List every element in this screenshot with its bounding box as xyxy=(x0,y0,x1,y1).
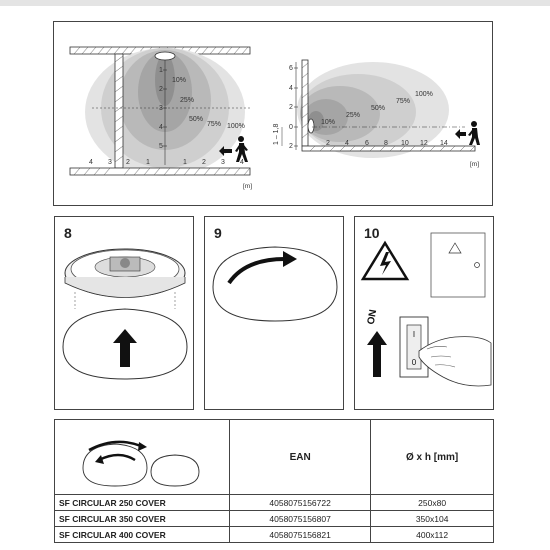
left-htick-2: 2 xyxy=(126,159,130,166)
product-dimensions: 250x80 xyxy=(371,495,494,511)
left-htick-1: 3 xyxy=(108,159,112,166)
table-row xyxy=(55,495,494,511)
right-vtick-6: 6 xyxy=(289,65,293,72)
step-number: 8 xyxy=(64,225,72,241)
left-zone-25: 25% xyxy=(180,97,195,104)
left-htick-5: 2 xyxy=(202,159,206,166)
product-dimensions: 350x104 xyxy=(371,511,494,527)
right-zone-100: 100% xyxy=(415,91,433,98)
column-header-dimensions: Ø x h [mm] xyxy=(371,420,494,495)
table-row xyxy=(55,527,494,543)
left-zone-10: 10% xyxy=(172,77,187,84)
left-htick-3: 1 xyxy=(146,159,150,166)
walking-person-icon xyxy=(468,121,480,145)
cover-illustration xyxy=(55,420,229,492)
cover-illustration-cell xyxy=(55,420,230,495)
product-name: SF CIRCULAR 350 COVER xyxy=(55,511,230,527)
right-zone-50: 50% xyxy=(371,105,386,112)
hand-icon xyxy=(419,337,491,386)
left-vtick-4: 4 xyxy=(159,124,163,131)
left-zone-50: 50% xyxy=(189,116,204,123)
right-height-label: 1 – 1,8 xyxy=(273,123,280,145)
step-panel-10 xyxy=(354,216,494,410)
right-htick-4: 4 xyxy=(345,140,349,147)
right-unit: [m] xyxy=(470,161,480,168)
product-ean: 4058075156722 xyxy=(230,495,371,511)
right-approach-arrow-icon xyxy=(455,129,466,139)
right-htick-14: 14 xyxy=(440,140,448,147)
right-vtick-neg2: 2 xyxy=(289,143,293,150)
right-zone-25: 25% xyxy=(346,112,361,119)
right-htick-6: 6 xyxy=(365,140,369,147)
left-htick-0: 4 xyxy=(89,159,93,166)
right-vtick-2: 2 xyxy=(289,104,293,111)
distribution-box-icon xyxy=(431,233,485,297)
column-header-ean: EAN xyxy=(230,420,371,495)
left-htick-7: 4 xyxy=(240,159,244,166)
rotate-arrow-icon xyxy=(138,442,147,451)
left-detection-diagram xyxy=(70,47,252,190)
right-htick-10: 10 xyxy=(401,140,409,147)
left-vtick-3: 3 xyxy=(159,105,163,112)
left-zone-100: 100% xyxy=(227,123,245,130)
table-header-row xyxy=(55,420,494,495)
right-detection-diagram xyxy=(273,60,480,168)
right-vtick-0: 0 xyxy=(289,124,293,131)
right-htick-12: 12 xyxy=(420,140,428,147)
product-ean: 4058075156807 xyxy=(230,511,371,527)
power-on-illustration xyxy=(355,217,495,411)
right-htick-2: 2 xyxy=(326,140,330,147)
product-name: SF CIRCULAR 250 COVER xyxy=(55,495,230,511)
step-number: 10 xyxy=(364,225,380,241)
product-dimensions: 400x112 xyxy=(371,527,494,543)
left-zone-75: 75% xyxy=(207,121,222,128)
right-zone-75: 75% xyxy=(396,98,411,105)
switch-symbol-on: I xyxy=(412,330,416,339)
right-htick-8: 8 xyxy=(384,140,388,147)
step-panel-8 xyxy=(54,216,194,410)
install-cover-illustration xyxy=(55,217,195,411)
arrow-up-icon xyxy=(367,331,387,377)
rotate-cover-illustration xyxy=(205,217,345,411)
table-row xyxy=(55,511,494,527)
switch-symbol-off: 0 xyxy=(411,358,417,367)
left-unit: [m] xyxy=(243,183,253,190)
left-vtick-1: 1 xyxy=(159,67,163,74)
left-htick-4: 1 xyxy=(183,159,187,166)
step-panel-9 xyxy=(204,216,344,410)
product-ean: 4058075156821 xyxy=(230,527,371,543)
product-table xyxy=(54,419,494,543)
left-htick-6: 3 xyxy=(221,159,225,166)
left-vtick-5: 5 xyxy=(159,143,163,150)
right-zone-10: 10% xyxy=(321,119,336,126)
step-number: 9 xyxy=(214,225,222,241)
switch-on-label: ON xyxy=(365,308,380,326)
product-name: SF CIRCULAR 400 COVER xyxy=(55,527,230,543)
right-vtick-4: 4 xyxy=(289,85,293,92)
left-vtick-2: 2 xyxy=(159,86,163,93)
